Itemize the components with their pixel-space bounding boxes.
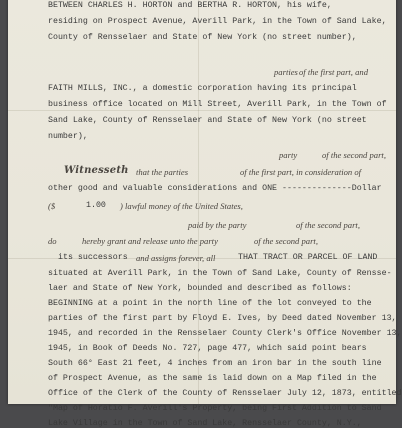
text-line: situated at Averill Park, in the Town of Sand Lake, County of Rensse- — [48, 269, 392, 278]
text-line: business office located on Mill Street, Averill Park, in the Town of — [48, 100, 387, 109]
text-line: other good and valuable considerations and ONE --------------Dollar — [48, 184, 382, 193]
form-label: of the first part, in consideration of — [240, 167, 362, 177]
text-line: 1945, and recorded in the Rensselaer County Clerk's Office November 13, — [48, 329, 402, 338]
form-label: do — [48, 236, 57, 246]
text-line: number), — [48, 132, 88, 141]
text-line: BETWEEN CHARLES H. HORTON and BERTHA R. HORTON, his wife, — [48, 1, 332, 10]
form-label: hereby grant and release unto the party — [82, 236, 218, 246]
form-label: of the second part, — [254, 236, 318, 246]
form-label: and assigns forever, all — [136, 253, 216, 263]
text-line: Sand Lake, County of Rensselaer and State of New York (no street — [48, 116, 367, 125]
form-label: ($ — [48, 201, 56, 211]
text-line: of Prospect Avenue, as the same is laid down on a Map filed in the — [48, 374, 377, 383]
text-line: 1945, in Book of Deeds No. 727, page 477, which said point bears — [48, 344, 367, 353]
text-line: "Map of Horatio F. Averill's Property, being First Addition to Sand — [48, 404, 382, 413]
deed-page — [8, 0, 402, 428]
text-line: residing on Prospect Avenue, Averill Park, in the Town of Sand Lake, — [48, 17, 387, 26]
text-line: BEGINNING at a point in the north line of the lot conveyed to the — [48, 299, 372, 308]
text-line: FAITH MILLS, INC., a domestic corporation having its principal — [48, 84, 357, 93]
text-line: County of Rensselaer and State of New York (no street number), — [48, 33, 357, 42]
form-label: party — [279, 150, 298, 160]
paper-fold — [8, 110, 396, 111]
text-line: Office of the Clerk of the County of Rensselaer July 12, 1873, entitled — [48, 389, 402, 398]
witnesseth-heading: Witnesseth — [64, 165, 129, 176]
text-line: parties of the first part by Floyd E. Ives, by Deed dated November 13, — [48, 314, 397, 323]
form-label: of the second part, — [296, 220, 360, 230]
text-line: South 66° East 21 feet, 4 inches from an iron bar in the south line — [48, 359, 382, 368]
form-label: parties — [274, 67, 298, 77]
amount-value: 1.00 — [86, 201, 106, 210]
text-line: Lake Village in the Town of Sand Lake, Rensselaer County, N.Y., — [48, 419, 362, 428]
form-label: ) lawful money of the United States, — [120, 201, 243, 211]
form-label: paid by the party — [188, 220, 247, 230]
form-label: of the second part, — [322, 150, 386, 160]
form-label: that the parties — [136, 167, 189, 177]
text-line: laer and State of New York, bounded and described as follows: — [48, 284, 352, 293]
text-line: THAT TRACT OR PARCEL OF LAND — [238, 253, 378, 262]
form-label: of the first part, and — [299, 67, 368, 77]
text-line: its successors — [58, 253, 128, 262]
